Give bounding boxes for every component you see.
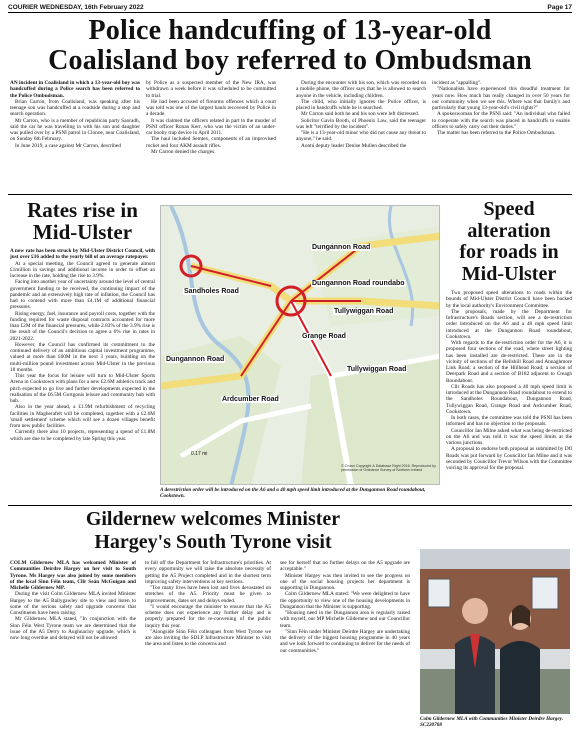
- gildernew-para: "Too many lives have been lost and lives devastated on stretches of the A5. Priority must be given to improvements, dates set and delays ended.: [145, 585, 271, 604]
- police-para: by Police as a suspected member of the New IRA, was withdrawn a week before it was scheduled to be committed to trial.: [146, 80, 276, 99]
- gildernew-col3: [280, 560, 410, 730]
- police-para: Brian Carron, from Coalisland, was speaking after his teenage son was handcuffed at a roadside during a stop and search operation.: [10, 98, 140, 118]
- main-headline: [10, 16, 570, 76]
- gildernew-headline-line2: Hargey's South Tyrone visit: [94, 531, 332, 553]
- gildernew-para: "I would encourage the minister to ensure that the A5 scheme does not experience any further delay and is properly prepared for the re-convening of the public inquiry this year.: [145, 603, 271, 629]
- gildernew-para: "Alongside Sinn Féin colleagues from West Tyrone we are also inviting the SDLP Infrastructure Minister to visit the area and listen to the concerns and: [145, 628, 271, 648]
- police-para: He had been accused of firearms offences which a court was told was one of the largest hauls recovered by Police in a decade.: [146, 98, 276, 118]
- main-headline-line2: Coalisland boy referred to Ombudsman: [48, 45, 532, 76]
- photo-caption: Colm Gildernew MLA with Communities Minister Deirdre Hargey. SC220708: [420, 716, 564, 728]
- header-rule: [8, 12, 572, 13]
- map-label-tullywiggan-2: Tullywiggan Road: [347, 366, 407, 373]
- map-caption: A derestriction order will be introduced on the A6 and a 40 mph speed limit introduced at the Dungannon Road roundabout, Cookstown.: [160, 487, 426, 500]
- header-date: COURIER WEDNESDAY, 16th February 2022: [8, 3, 144, 11]
- police-para: The matter has been referred to the Police Ombudsman.: [437, 130, 556, 136]
- rates-lede: A new rate has been struck by Mid-Ulster District Council, with just over £16 added to the yearly bill of an average ratepayer.: [10, 248, 155, 261]
- police-para: A spokeswoman for the PSNI said: "An individual who failed to cooperate with the search was placed in handcuffs to enable officers to safely carry out their duties.": [432, 111, 570, 130]
- speed-para: Councillor Ian Milne asked what was being de-restricted on the A6 and was told it was the speed limits at the various junctions.: [446, 427, 572, 446]
- speed-para: Cllr Roads has also proposed a 40 mph speed limit is introduced at the Dungannon Road roundabout to extend to the Sandholes Roundabout, Dungannon Road, Tullywiggan Road, Grange Road and Ardcumber Road, Cookstown.: [446, 383, 572, 415]
- speed-story-body: [446, 290, 572, 520]
- news-photo: [420, 549, 570, 714]
- rates-para: Also in the year ahead, a £1.9M refurbishment of recycling facilities in Magherafelt will be completed, together with a £2.6M 'small settlement' scheme which will see a dozen villages benefit from new public facilities.: [10, 404, 155, 429]
- gildernew-para: Mr Gildernew MLA stated, "In conjunction with the Sinn Féin West Tyrone team we are determined that the issue of the A5 Derry to Aughnacloy upgrade, which is now long overdue and delayed will not be allowed: [10, 616, 136, 641]
- police-para: The child, who initially ignores the Police officer, is placed in handcuffs while he is searched.: [296, 98, 426, 111]
- rates-para: At a special meeting, the Council agreed to generate almost £1million in savings and additional income in order to offset an increase in the rate, holding the rise to 3.9%.: [10, 260, 155, 279]
- police-para: In June 2019, a case against Mr Carron, described: [15, 142, 121, 149]
- speed-headline-line3: for roads in: [459, 241, 559, 263]
- police-lede: AN incident in Coalisland in which a 13-year-old boy was handcuffed during a Police search has been referred to the Police Ombudsman.: [10, 80, 140, 99]
- map-label-ardcumber: Ardcumber Road: [222, 396, 279, 403]
- map-label-grange-road: Grange Road: [302, 333, 346, 340]
- rates-para: However, the Council has confirmed its commitment to the continued delivery of an ambitious capital investment programme, valued at more than £60M in the next 3 years, building on the multi-million pound investment across Mid-Ulster in the previous 18 months.: [10, 341, 155, 373]
- speed-para: A proposal to endorse both proposal as submitted by Dfl Roads was put forward by Councillor Ian Milne and it was seconded by Councillor Trevor Wilson with the Committee voicing its approval for the proposal.: [446, 446, 572, 471]
- speed-headline-line1: Speed: [483, 198, 535, 220]
- road-map: [160, 205, 440, 485]
- rates-para: This year the focus for leisure will turn to Mid-Ulster Sports Arena in Cookstown with plans for a new £2.6M athletics track and pitch expected to go live and further developments expected in the realisation of the £6.5M Gortgonis leisure and community hub with hub.: [10, 373, 155, 404]
- police-story-col2: [146, 80, 276, 180]
- police-para: "He is a 13-year-old minor who did not cause any threat to anyone," he said.: [296, 130, 426, 143]
- map-label-dungannon-road-2: Dungannon Road: [166, 356, 225, 363]
- speed-para: In both cases, the committee was told the PSNI has been informed and has no objection to the proposals.: [446, 415, 572, 428]
- speed-para: Two proposed speed alterations to roads within the bounds of Mid-Ulster District Council have been backed by the local authority's Environment Committee.: [446, 290, 572, 309]
- police-para: During the encounter with his son, which was recorded on a mobile phone, the officer says that he is allowed to search anyone in the vehicle, including children.: [296, 80, 426, 99]
- speed-para: With regards to the de-restriction order for the A6, it is proposed four sections of the road, where street lighting has been installed are de-restricted. These are in the vicinity of sections of the Bellshill Road and Annaghmore Link Road; a section of the Hillhead Road; a section of Deerpark Road and a section of B182 adjacent to Creagh Roundabout.: [446, 340, 572, 384]
- map-label-tullywiggan-1: Tullywiggan Road: [334, 308, 394, 315]
- section-divider: [8, 505, 572, 506]
- map-label-dungannon-road: Dungannon Road: [312, 244, 371, 251]
- police-para: Solicitor Gavin Booth, of Phoenix Law, said the teenager was left "terrified by the incident".: [296, 117, 426, 130]
- map-copyright: © Crown Copyright & Database Right 2016. Reproduced by permission of Ordnance Survey of Northern Ireland: [341, 464, 436, 473]
- speed-headline-line4: Mid-Ulster: [461, 262, 557, 285]
- gildernew-col2: [145, 560, 271, 730]
- gildernew-para: "Housing need in the Dungannon area is regularly raised with myself, our MP Michelle Gildernew and our Councillor team.: [280, 610, 410, 629]
- rates-para: Rising energy, fuel, insurance and payroll costs, together with the funding required for waste disposal contracts accounted for more than £2M of the financial pressures, while 2.83% of the 3.9% rise is the result of the Council's decision to agree a 6% rise in rates in 2021-2022.: [10, 310, 155, 342]
- police-para: incident as "appalling".: [432, 80, 482, 86]
- rates-headline: [10, 199, 155, 243]
- speed-headline: [446, 199, 572, 285]
- gildernew-headline: [8, 508, 418, 554]
- gildernew-para: Minister Hargey was then invited to see the progress on one of the social housing projects her department is supporting in Dungannon.: [280, 572, 410, 591]
- gildernew-para: During the visit Colm Gildernew MLA invited Minister Hargey to the A5 Ballygawley site to view and listen to some of the serious safety and upgrade concerns that Constituents have been raising.: [10, 591, 136, 616]
- rates-para: Currently there also 10 projects, representing a spend of £1.8M which are due to be completed by late Spring this year.: [10, 429, 155, 442]
- page-header: [8, 2, 572, 12]
- gildernew-col1: [10, 560, 136, 730]
- speed-para: The proposals, made by the Department for Infrastructure's Roads section, will see a de-restriction order introduced on the A6 and a 40 mph speed limit introduced at the Dungannon Road roundabout, Cookstown.: [446, 308, 572, 340]
- police-para: Mr Carron denied the charges.: [151, 148, 216, 155]
- main-headline-line1: Police handcuffing of 13-year-old: [88, 15, 492, 46]
- rates-headline-line1: Rates rise in: [27, 198, 138, 222]
- police-story-col3: [296, 80, 426, 180]
- police-para: It was claimed the officers related in part to the murder of PSNI officer Ronan Kerr, who was the victim of an under-car booby trap device in April 2011.: [146, 117, 276, 136]
- gildernew-para: Colm Gildernew MLA stated: "We were delighted to have the opportunity to view one of the housing developments in Dungannon that the Minister is supporting.: [280, 591, 410, 610]
- police-para: "Nationalists have experienced this dreadful treatment for years now. How much has really changed in over 50 years for our community when we see this. Where was that family's and particularly that young 13-year-old's civil rights?": [432, 86, 570, 111]
- police-para: Mr Carron said both he and his son were left distressed.: [301, 111, 420, 118]
- map-label-sandholes-road: Sandholes Road: [184, 288, 239, 295]
- police-para: The haul included Semtex, components of an improvised rocket and four AKM assault rifles.: [146, 136, 276, 149]
- map-scale: 0.17 mi: [191, 451, 208, 457]
- speed-headline-line2: alteration: [467, 219, 551, 242]
- section-divider: [8, 194, 572, 195]
- gildernew-para: see for herself that no further delays on the A5 upgrade are acceptable.": [280, 560, 410, 573]
- map-label-roundabout: Dungannon Road roundabo: [312, 280, 405, 287]
- gildernew-lede: COLM Gildernew MLA has welcomed Minister of Communities Deirdre Hargey on her visit to South Tyrone. Ms Hargey was also joined by some members of the local Sinn Féin team, Cllr Seán McGuigan and Michelle Gildernew MP.: [10, 560, 136, 591]
- news-photo-illustration: [420, 549, 570, 714]
- police-para: Aontú deputy leader Denise Mullen described the: [301, 142, 407, 149]
- gildernew-para: to fall off the Department for Infrastructure's priorities. At every opportunity we will raise the absolute necessity of getting the A5 Project completed and in the shortest term improving safety interventions at key sections.: [145, 560, 271, 585]
- police-story-col1: [10, 80, 140, 180]
- page-number: Page 17: [547, 3, 572, 11]
- gildernew-para: "Sinn Féin under Minister Deirdre Hargey are undertaking the delivery of the biggest housing programme in 40 years and we look forward to continuing to deliver for the needs of our communities.": [280, 628, 410, 654]
- rates-headline-line2: Mid-Ulster: [32, 220, 133, 244]
- police-para: Mr Carron, who is a member of republican party Saoradh, said the car he was travelling in with his son and daughter was pulled over by a PSNI patrol in Clonoe, near Coalisland, on Sunday 6th February.: [10, 117, 140, 143]
- rates-story-body: [10, 248, 155, 520]
- police-story-col4: [432, 80, 570, 180]
- road-map-svg: [161, 206, 440, 485]
- gildernew-headline-line1: Gildernew welcomes Minister: [85, 508, 341, 530]
- rates-para: Facing into another year of uncertainty around the level of central government funding to be received, the continuing impact of the pandemic and an extensively high rate of inflation, the Council has had to contend with more than £4.1M of additional financial pressures.: [10, 279, 155, 311]
